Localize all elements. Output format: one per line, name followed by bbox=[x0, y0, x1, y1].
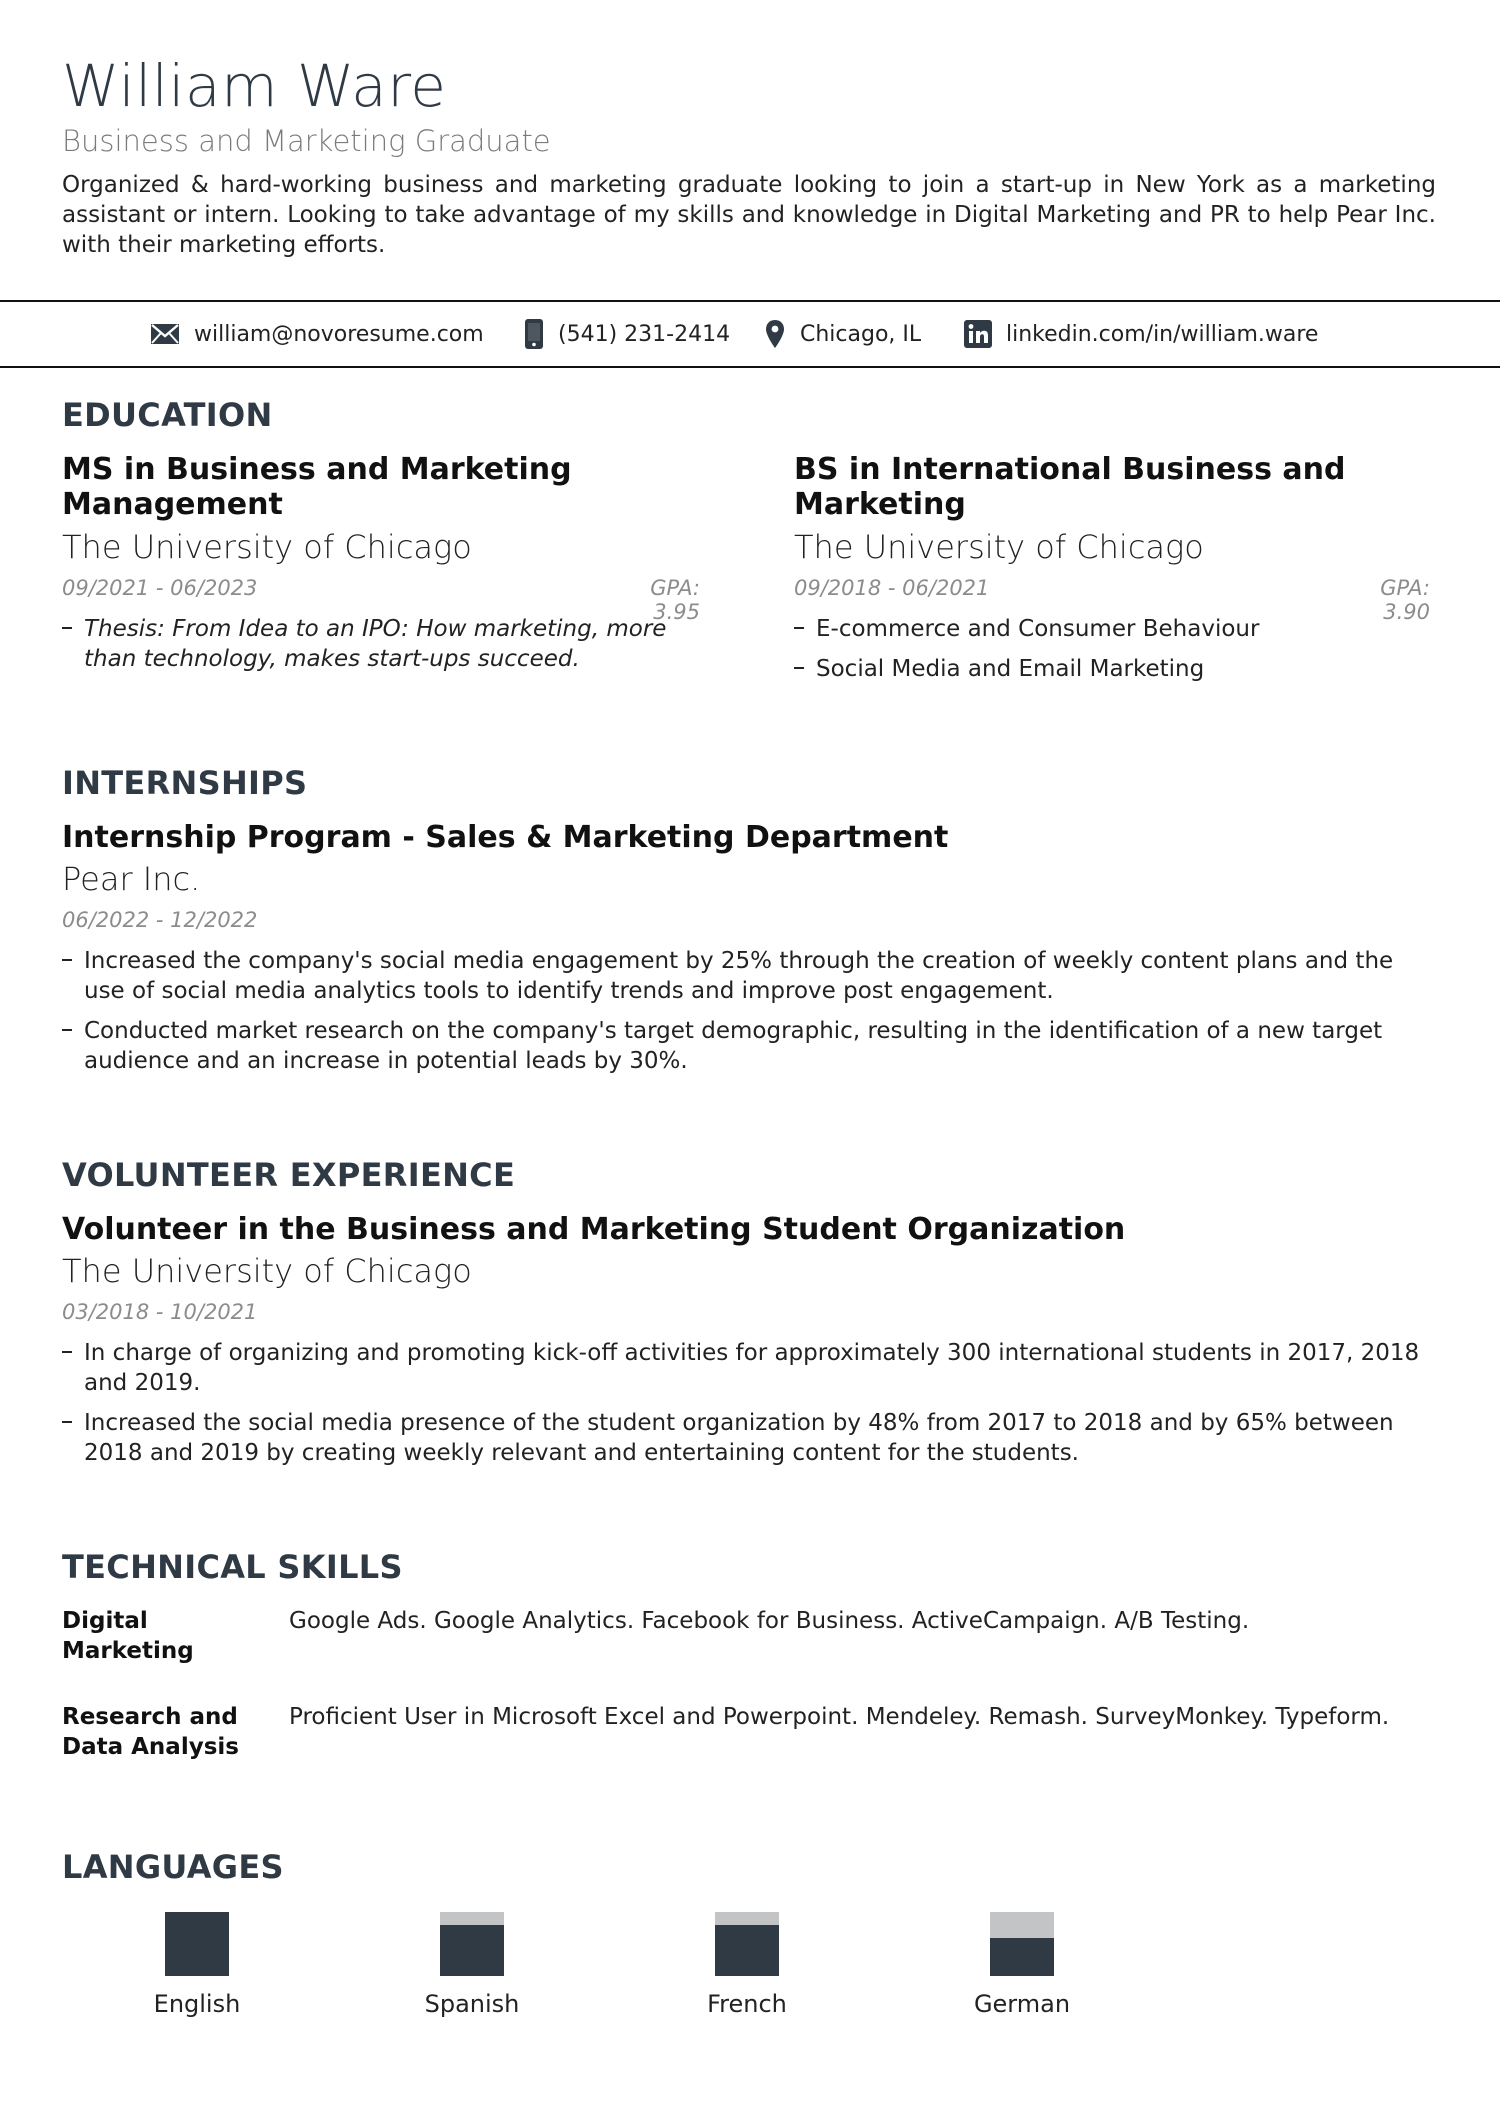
language-level-bar bbox=[990, 1912, 1054, 1976]
contact-phone[interactable] bbox=[524, 302, 730, 366]
internships-heading: INTERNSHIPS bbox=[62, 764, 308, 802]
skill-details: Proficient User in Microsoft Excel and Powerpoint. Mendeley. Remash. SurveyMonkey. Typeform. bbox=[289, 1704, 1390, 1730]
language-level-fill bbox=[440, 1925, 504, 1976]
linkedin-icon bbox=[964, 320, 992, 348]
skill-category: Research and Data Analysis bbox=[62, 1704, 239, 1760]
education-dates: 09/2021 - 06/2023 bbox=[62, 576, 258, 600]
contact-linkedin[interactable] bbox=[964, 302, 1318, 366]
list-item: Social Media and Email Marketing bbox=[794, 654, 1434, 684]
internship-company: Pear Inc. bbox=[62, 860, 201, 898]
contact-bar bbox=[0, 300, 1500, 368]
list-item: Increased the company's social media engagement by 25% through the creation of weekly content plans and the use of social media analytics tools to identify trends and improve post engagement. bbox=[62, 946, 1436, 1006]
language-name: Spanish bbox=[424, 1990, 520, 2018]
skill-category: Digital Marketing bbox=[62, 1608, 194, 1664]
envelope-icon bbox=[150, 322, 180, 346]
list-item: E-commerce and Consumer Behaviour bbox=[794, 614, 1434, 644]
language-name: French bbox=[707, 1990, 787, 2018]
candidate-name: William Ware bbox=[62, 52, 447, 120]
location-text: Chicago, IL bbox=[800, 321, 922, 347]
list-item: Thesis: From Idea to an IPO: How marketing, more than technology, makes start-ups succeed. bbox=[62, 614, 702, 674]
list-item: Increased the social media presence of the student organization by 48% from 2017 to 2018 and by 65% between 2018 and 2019 by creating weekly relevant and entertaining content for the students. bbox=[62, 1408, 1436, 1468]
skill-details: Google Ads. Google Analytics. Facebook for Business. ActiveCampaign. A/B Testing. bbox=[289, 1608, 1250, 1634]
language-level-fill bbox=[165, 1912, 229, 1976]
education-bullets bbox=[794, 614, 1434, 694]
list-item: Conducted market research on the company's target demographic, resulting in the identification of a new target audience and an increase in potential leads by 30%. bbox=[62, 1016, 1436, 1076]
education-dates: 09/2018 - 06/2021 bbox=[794, 576, 990, 600]
volunteer-title: Volunteer in the Business and Marketing Student Organization bbox=[62, 1212, 1126, 1247]
volunteer-heading: VOLUNTEER EXPERIENCE bbox=[62, 1156, 516, 1194]
linkedin-text: linkedin.com/in/william.ware bbox=[1006, 321, 1319, 347]
education-gpa: GPA: 3.95 bbox=[650, 576, 700, 624]
contact-email[interactable] bbox=[150, 302, 484, 366]
education-gpa: GPA: 3.90 bbox=[1380, 576, 1430, 624]
internship-title: Internship Program - Sales & Marketing Department bbox=[62, 820, 949, 855]
education-school: The University of Chicago bbox=[62, 528, 472, 566]
phone-text: (541) 231-2414 bbox=[558, 321, 731, 347]
language-item bbox=[392, 1912, 552, 2018]
contact-location bbox=[764, 302, 921, 366]
internship-dates: 06/2022 - 12/2022 bbox=[62, 908, 258, 932]
language-item bbox=[667, 1912, 827, 2018]
language-name: German bbox=[973, 1990, 1071, 2018]
internship-bullets bbox=[62, 946, 1436, 1086]
email-text: william@novoresume.com bbox=[194, 321, 484, 347]
languages-heading: LANGUAGES bbox=[62, 1848, 284, 1886]
education-bullets bbox=[62, 614, 702, 684]
language-level-bar bbox=[715, 1912, 779, 1976]
language-level-fill bbox=[715, 1925, 779, 1976]
language-level-fill bbox=[990, 1938, 1054, 1976]
candidate-title: Business and Marketing Graduate bbox=[62, 124, 551, 158]
language-level-bar bbox=[165, 1912, 229, 1976]
volunteer-bullets bbox=[62, 1338, 1436, 1478]
volunteer-organization: The University of Chicago bbox=[62, 1252, 472, 1290]
language-name: English bbox=[153, 1990, 241, 2018]
education-heading: EDUCATION bbox=[62, 396, 273, 434]
education-degree: MS in Business and Marketing Management bbox=[62, 452, 572, 522]
education-degree: BS in International Business and Marketing bbox=[794, 452, 1346, 522]
language-item bbox=[942, 1912, 1102, 2018]
location-pin-icon bbox=[764, 319, 786, 349]
language-item bbox=[117, 1912, 277, 2018]
phone-icon bbox=[524, 318, 544, 350]
list-item: In charge of organizing and promoting kick-off activities for approximately 300 international students in 2017, 2018 and 2019. bbox=[62, 1338, 1436, 1398]
education-school: The University of Chicago bbox=[794, 528, 1204, 566]
volunteer-dates: 03/2018 - 10/2021 bbox=[62, 1300, 258, 1324]
language-level-bar bbox=[440, 1912, 504, 1976]
skills-heading: TECHNICAL SKILLS bbox=[62, 1548, 403, 1586]
summary-text: Organized & hard-working business and marketing graduate looking to join a start-up in New York as a marketing assistant or intern. Looking to take advantage of my skills and knowledge in Digital Marketing and PR to help Pear Inc. with their marketing efforts. bbox=[62, 172, 1436, 258]
